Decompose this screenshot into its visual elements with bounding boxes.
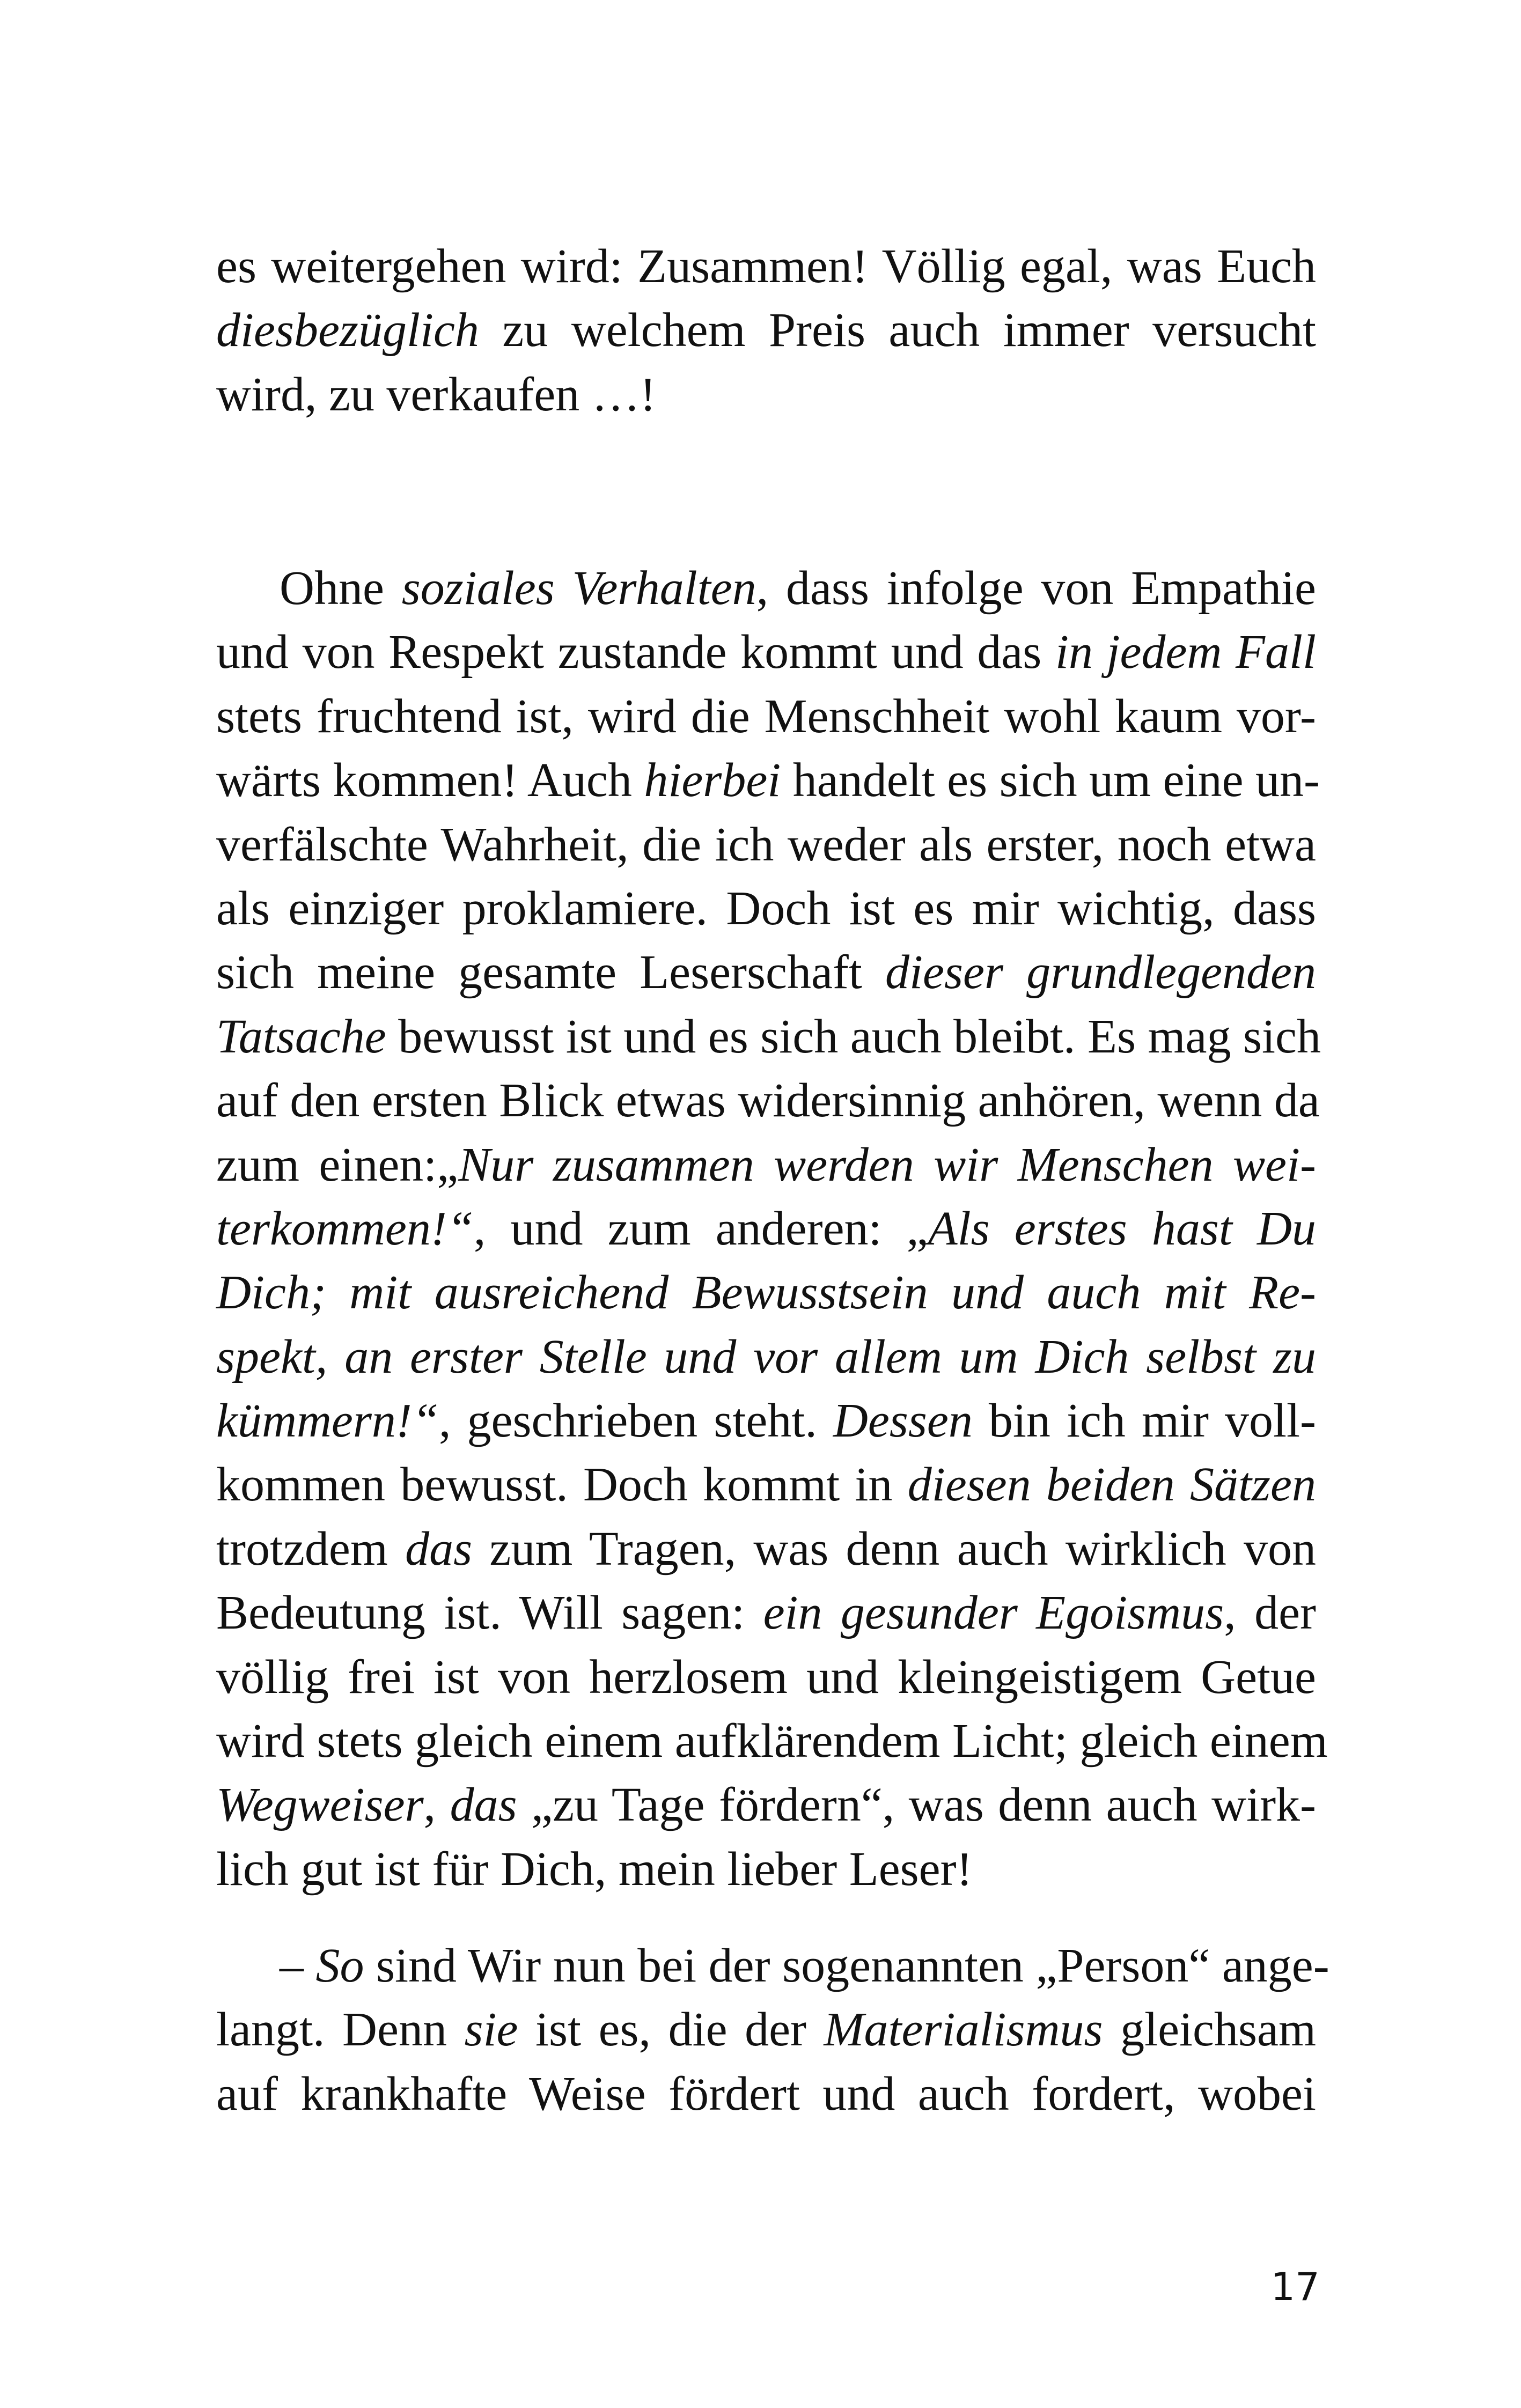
text-line: spekt, an erster Stelle und vor allem um Dich selbst zu	[216, 1330, 1316, 1383]
text-line: kümmern!“, geschrieben steht. Dessen bin ich mir voll-	[216, 1394, 1316, 1448]
text-line: wärts kommen! Auch hierbei handelt es sich um eine un-	[216, 754, 1320, 807]
paragraph-person	[216, 1934, 1329, 2126]
text-line: Ohne soziales Verhalten, dass infolge von Empathie	[280, 562, 1316, 615]
text-line: völlig frei ist von herzlosem und kleingeistigem Getue	[216, 1650, 1316, 1704]
text-line: terkommen!“, und zum anderen: „Als erstes hast Du	[216, 1202, 1317, 1255]
text-line: zum einen:„Nur zusammen werden wir Menschen wei-	[216, 1138, 1316, 1191]
text-line: Tatsache bewusst ist und es sich auch bleibt. Es mag sich	[216, 1010, 1321, 1063]
text-line: kommen bewusst. Doch kommt in diesen beiden Sätzen	[216, 1458, 1316, 1512]
page-number: 17	[1270, 2264, 1320, 2309]
paragraph-continuation	[216, 234, 1316, 426]
text-line: stets fruchtend ist, wird die Menschheit wohl kaum vor-	[216, 689, 1316, 743]
text-line: Bedeutung ist. Will sagen: ein gesunder Egoismus, der	[216, 1586, 1316, 1640]
paragraph-soziales-verhalten	[216, 556, 1328, 1901]
text-line: wird stets gleich einem aufklärendem Licht; gleich einem	[216, 1714, 1328, 1768]
text-line: als einziger proklamiere. Doch ist es mir wichtig, dass	[216, 881, 1316, 935]
text-line: auf den ersten Blick etwas widersinnig anhören, wenn da	[216, 1074, 1320, 1128]
text-line: auf krankhafte Weise fördert und auch fordert, wobei	[216, 2067, 1316, 2120]
text-line: sich meine gesamte Leserschaft dieser grundlegenden	[216, 946, 1316, 999]
text-line: langt. Denn sie ist es, die der Materialismus gleichsam	[216, 2003, 1316, 2057]
text-line: wird, zu verkaufen …!	[216, 367, 656, 421]
text-line: Wegweiser, das „zu Tage fördern“, was denn auch wirk-	[216, 1778, 1317, 1832]
text-line: trotzdem das zum Tragen, was denn auch wirklich von	[216, 1522, 1316, 1575]
text-line: – So sind Wir nun bei der sogenannten „Person“ ange-	[280, 1939, 1329, 1992]
text-line: und von Respekt zustande kommt und das in jedem Fall	[216, 625, 1316, 679]
text-line: verfälschte Wahrheit, die ich weder als erster, noch etwa	[216, 818, 1316, 871]
text-line: es weitergehen wird: Zusammen! Völlig egal, was Euch	[216, 240, 1316, 293]
text-line: diesbezüglich zu welchem Preis auch immer versucht	[216, 304, 1316, 357]
text-line: Dich; mit ausreichend Bewusstsein und auch mit Re-	[216, 1266, 1316, 1320]
text-line: lich gut ist für Dich, mein lieber Leser!	[216, 1842, 973, 1896]
